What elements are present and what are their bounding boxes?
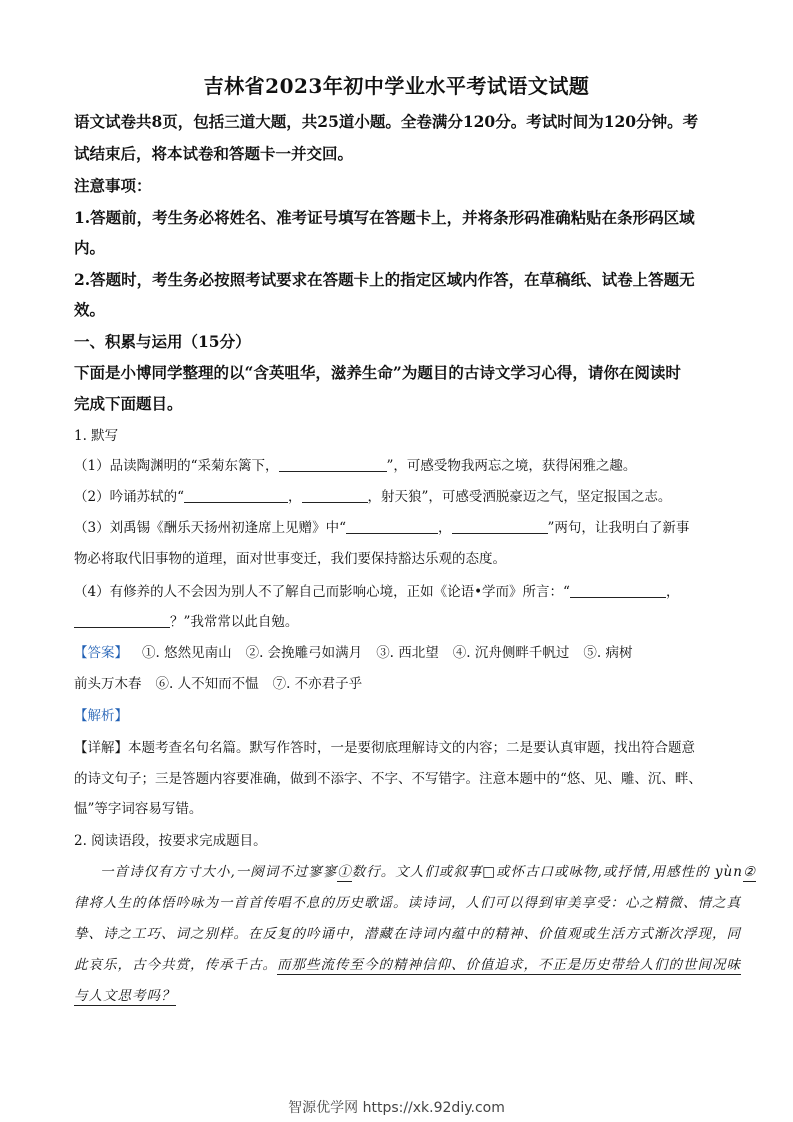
item-1-text-b: ”，可感受物我两忘之境，获得闲雅之趣。 <box>386 458 637 474</box>
passage-underlined-sentence-end: 与人文思考吗？ <box>74 988 176 1004</box>
answer-5: ⑤. 病树 <box>583 645 633 661</box>
intro-line-2: 试结束后，将本试卷和答题卡一并交回。 <box>74 144 354 163</box>
item-2-text-c: ，射天狼”，可感受洒脱豪迈之气，坚定报国之志。 <box>367 489 672 505</box>
lead-line-1: 下面是小博同学整理的以“含英咀华，滋养生命”为题目的古诗文学习心得，请你在阅读时 <box>74 363 681 382</box>
passage-line-4 <box>74 953 741 973</box>
note-2-line-1: 2.答题时，考生务必按照考试要求在答题卡上的指定区域内作答，在草稿纸、试卷上答题无 <box>74 270 695 289</box>
item-4-text-b: ， <box>665 584 680 600</box>
answer-1: ①. 悠然见南山 <box>142 645 232 661</box>
section-1-heading: 一、积累与运用（15分） <box>74 332 251 351</box>
page-title: 吉林省2023年初中学业水平考试语文试题 <box>203 74 590 98</box>
answer-blank <box>302 488 368 503</box>
passage-line-3: 挚、诗之工巧、词之别样。在反复的吟诵中，潜藏在诗词内蕴中的精神、价值观或生活方式渐次浮现，同 <box>74 926 741 942</box>
passage-underlined-sentence: 而那些流传至今的精神信仰、价值追求，不正是历史带给人们的世间况味 <box>277 957 741 973</box>
answer-3: ③. 西北望 <box>376 645 439 661</box>
note-1-line-2: 内。 <box>74 238 106 257</box>
answer-blank <box>570 583 666 598</box>
passage-line-2: 律将人生的体悟吟咏为一首首传唱不息的历史歌谣。读诗词，人们可以得到审美享受：心之精微、情之真 <box>74 895 741 911</box>
passage-marker-2: ② <box>742 864 757 880</box>
answer-blank <box>452 519 548 534</box>
question-1-item-3 <box>74 516 724 536</box>
answer-line-1 <box>74 641 724 661</box>
item-3-text-c: ”两句，让我明白了新事 <box>547 520 690 536</box>
footer-watermark: 智源优学网 https://xk.92diy.com <box>288 1100 505 1116</box>
passage-line-5 <box>74 984 724 1004</box>
detail-line-3: 愠”等字词容易写错。 <box>74 801 203 817</box>
detail-line-1: 【详解】本题考查名句名篇。默写作答时，一是要彻底理解诗文的内容；二是要认真审题，找出符合题意 <box>74 740 695 756</box>
question-1-label: 1. 默写 <box>74 428 119 444</box>
question-1-item-4 <box>74 580 724 600</box>
notes-heading: 注意事项： <box>74 176 152 195</box>
note-2-line-2: 效。 <box>74 300 106 319</box>
item-1-text-a: （1）品读陶渊明的“采菊东篱下， <box>74 458 279 474</box>
item-4-text-c: ？”我常常以此自勉。 <box>170 614 299 630</box>
answer-4: ④. 沉舟侧畔千帆过 <box>452 645 570 661</box>
answer-6: ⑥. 人不知而不愠 <box>155 676 259 692</box>
item-2-text-a: （2）吟诵苏轼的“ <box>74 489 184 505</box>
answer-blank <box>279 457 387 472</box>
passage-marker-1: ① <box>337 864 352 880</box>
answer-blank <box>74 613 170 628</box>
answer-tag: 【答案】 <box>74 645 128 661</box>
detail-line-2: 的诗文句子；三是答题内容要准确，做到不添字、不字、不写错字。注意本题中的“悠、见、雕、沉、畔、 <box>74 771 702 787</box>
answer-blank <box>346 519 438 534</box>
item-3-text-b: ， <box>438 520 452 536</box>
answer-2: ②. 会挽雕弓如满月 <box>245 645 363 661</box>
answer-5-continued: 前头万木春 <box>74 676 142 692</box>
question-1-item-3-line-2: 物必将取代旧事物的道理，面对世事变迁，我们要保持豁达乐观的态度。 <box>74 551 506 567</box>
answer-line-2 <box>74 672 724 692</box>
answer-7: ⑦. 不亦君子乎 <box>272 676 363 692</box>
intro-line-1: 语文试卷共8页，包括三道大题，共25道小题。全卷满分120分。考试时间为120分钟。考 <box>74 112 699 131</box>
item-3-text-a: （3）刘禹锡《酬乐天扬州初逢席上见赠》中“ <box>74 520 346 536</box>
answer-blank <box>184 488 288 503</box>
question-1-item-1 <box>74 454 724 474</box>
analysis-tag: 【解析】 <box>74 708 128 724</box>
passage-text: 数行。文人们或叙事□或怀古口或咏物,或抒情,用感性的 yùn <box>351 864 743 880</box>
lead-line-2: 完成下面题目。 <box>74 394 183 413</box>
question-2-label: 2. 阅读语段，按要求完成题目。 <box>74 833 267 849</box>
question-1-item-4-line-2 <box>74 610 724 630</box>
question-1-item-2 <box>74 485 724 505</box>
item-2-text-b: ， <box>288 489 302 505</box>
item-4-text-a: （4）有修养的人不会因为别人不了解自己而影响心境，正如《论语•学而》所言：“ <box>74 584 570 600</box>
note-1-line-1: 1.答题前，考生务必将姓名、准考证号填写在答题卡上，并将条形码准确粘贴在条形码区域 <box>74 208 695 227</box>
passage-text: 此哀乐，古今共赏，传承千古。 <box>74 957 277 973</box>
passage-line-1 <box>100 860 757 880</box>
passage-text: 一首诗仅有方寸大小,一阕词不过寥寥 <box>100 864 338 880</box>
